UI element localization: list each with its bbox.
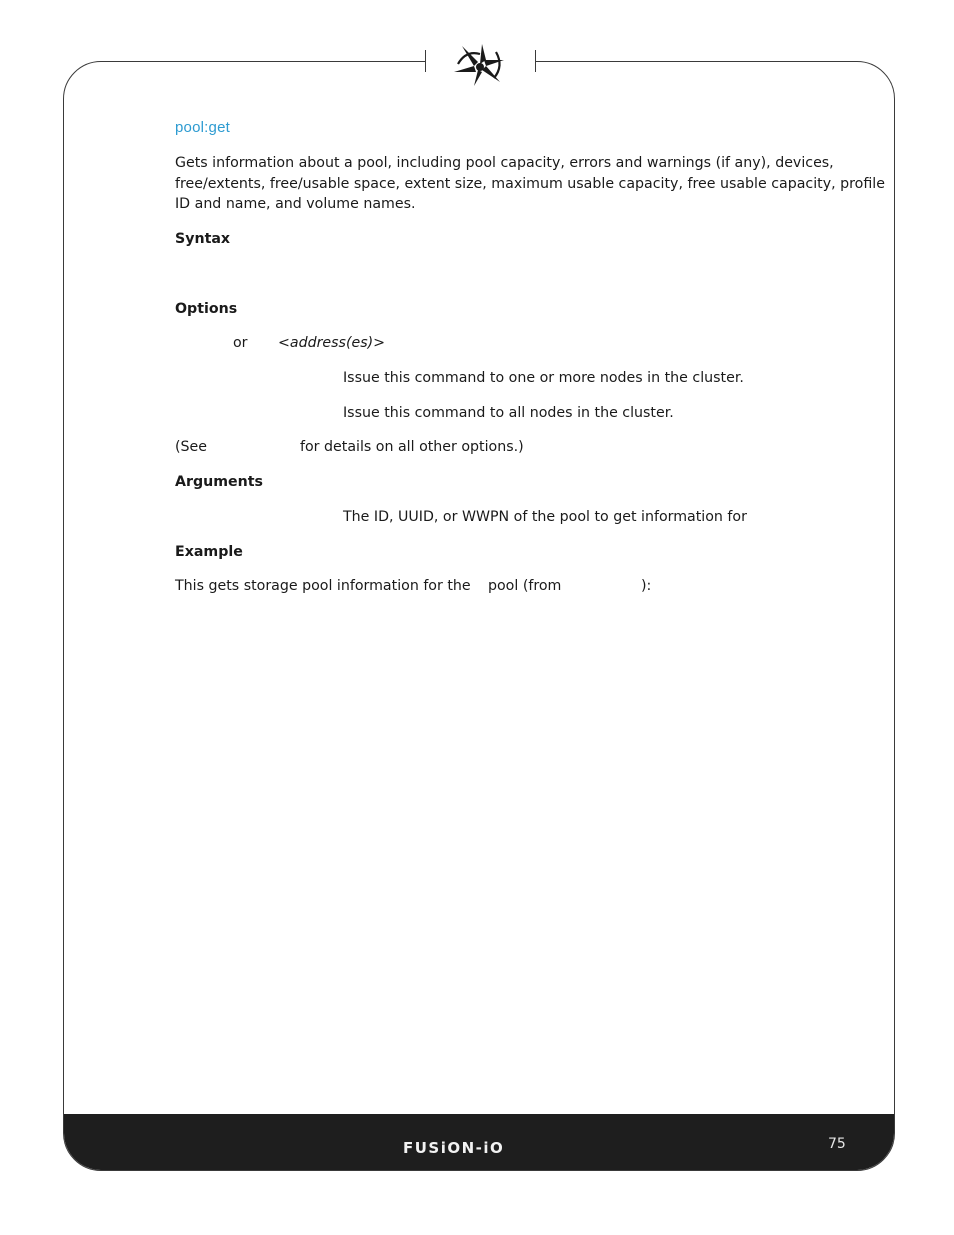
example-text-suffix: ):: [641, 578, 652, 594]
page-number: 75: [828, 1136, 846, 1152]
description-line-1: Gets information about a pool, including pool capacity, errors and warnings (if any), devices,: [175, 155, 834, 171]
options-heading: Options: [175, 301, 238, 317]
example-text-prefix: This gets storage pool information for the: [175, 578, 471, 594]
example-text-middle: pool (from: [488, 578, 562, 594]
example-heading: Example: [175, 544, 243, 560]
fusion-io-brand-logo: [403, 1139, 553, 1155]
arguments-heading: Arguments: [175, 474, 263, 490]
option-nodes-description: Issue this command to one or more nodes in the cluster.: [343, 370, 744, 386]
see-reference-prefix: (See: [175, 439, 207, 455]
option-all-description: Issue this command to all nodes in the cluster.: [343, 405, 674, 421]
header-divider-right: [535, 50, 536, 72]
section-heading: pool:get: [175, 119, 230, 136]
header-divider-left: [425, 50, 426, 72]
argument-pool-description: The ID, UUID, or WWPN of the pool to get information for: [343, 509, 747, 525]
option-address-argument: <address(es)>: [278, 335, 386, 351]
option-or-text: or: [233, 335, 248, 351]
see-reference-suffix: for details on all other options.): [300, 439, 524, 455]
fusion-io-star-logo-icon: [452, 42, 508, 88]
description-line-2: free/extents, free/usable space, extent size, maximum usable capacity, free usable capacity, profile: [175, 176, 885, 192]
brand-text: FUSiON-iO: [403, 1139, 505, 1155]
syntax-heading: Syntax: [175, 231, 231, 247]
page-frame: [63, 61, 895, 1171]
description-line-3: ID and name, and volume names.: [175, 196, 416, 212]
